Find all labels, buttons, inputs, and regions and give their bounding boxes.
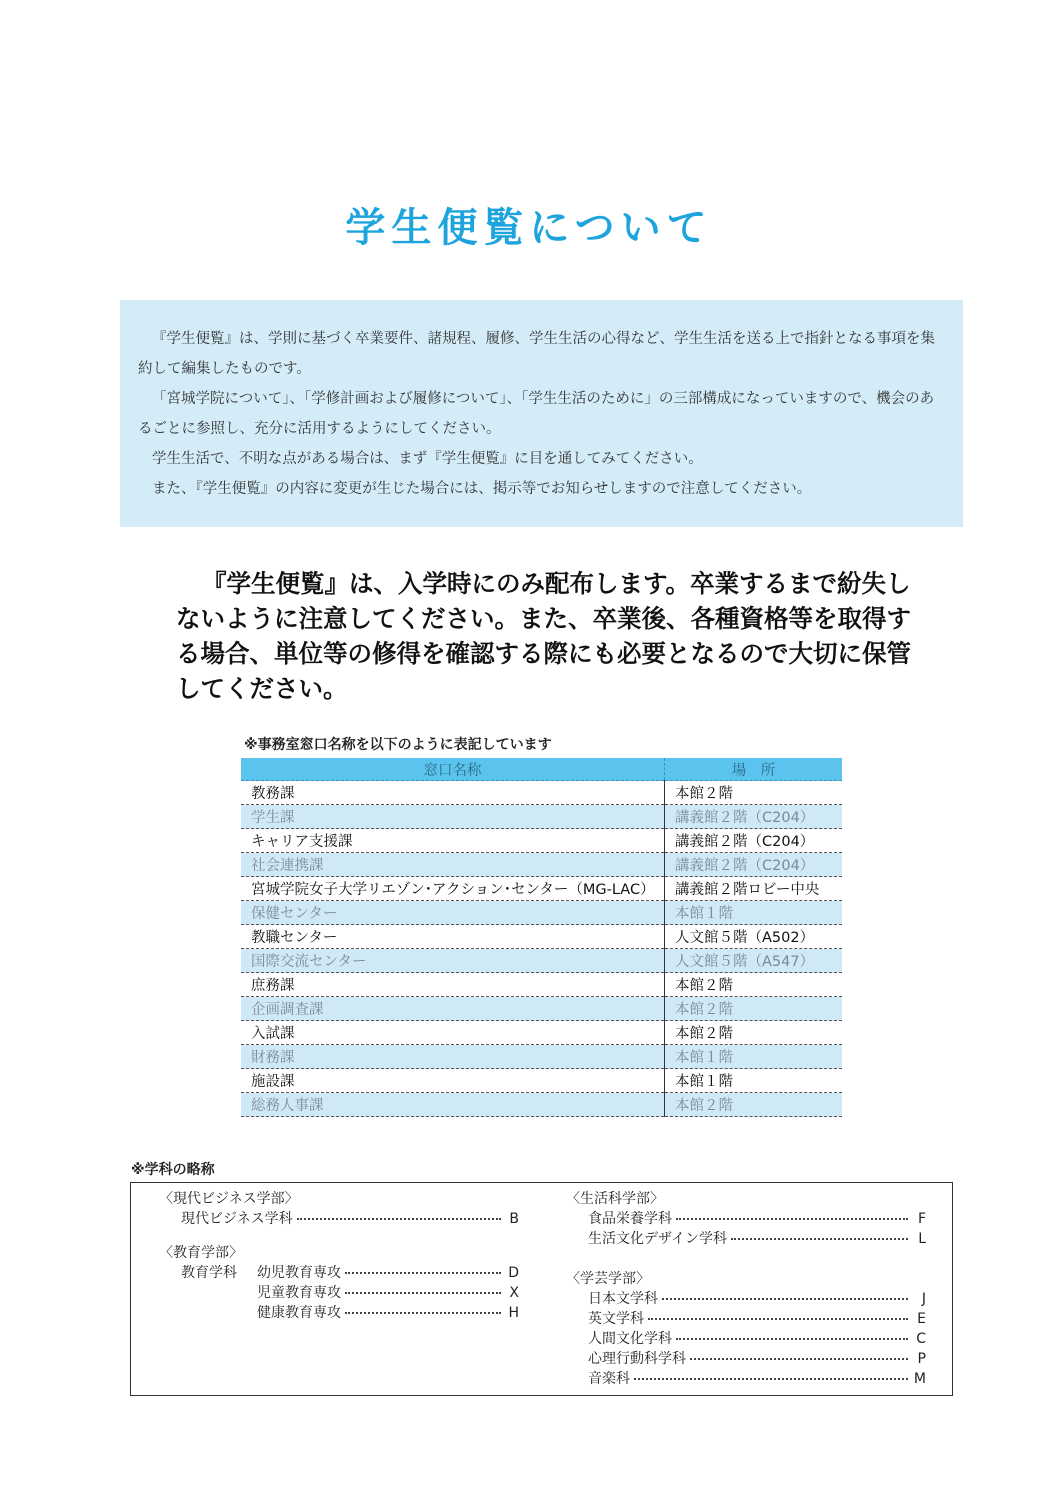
- office-name-cell: 財務課: [241, 1045, 665, 1069]
- leader-dots: [345, 1312, 501, 1314]
- table-row: [241, 997, 842, 1021]
- table-row: [241, 829, 842, 853]
- leader-dots: [662, 1298, 908, 1300]
- notice-paragraph: 『学生便覧』は、入学時にのみ配布します。卒業するまで紛失しないように注意してください。また、卒業後、各種資格等を取得する場合、単位等の修得を確認する際にも必要となるので大切に保管してください。: [176, 569, 911, 703]
- leader-dots: [345, 1272, 501, 1274]
- faculty-heading: 〈学芸学部〉: [566, 1271, 650, 1287]
- list-item: [159, 1303, 519, 1323]
- list-item: [566, 1289, 926, 1309]
- office-location-cell: 本館２階: [665, 973, 843, 997]
- department-code: D: [508, 1265, 519, 1281]
- table-row: [241, 973, 842, 997]
- departments-left-column: [159, 1189, 519, 1323]
- office-name-cell: 庶務課: [241, 973, 665, 997]
- faculty-heading: 〈生活科学部〉: [566, 1191, 664, 1207]
- table-row: [241, 925, 842, 949]
- office-location-cell: 人文館５階（A547）: [665, 949, 843, 973]
- table-row: [241, 901, 842, 925]
- leader-dots: [731, 1238, 908, 1240]
- intro-paragraph: 『学生便覧』は、学則に基づく卒業要件、諸規程、履修、学生生活の心得など、学生生活を送る上で指針となる事項を集約して編集したものです。: [138, 331, 935, 377]
- office-location-cell: 講義館２階（C204）: [665, 853, 843, 877]
- department-code: M: [913, 1371, 926, 1387]
- office-name-cell: 入試課: [241, 1021, 665, 1045]
- department-name: 食品栄養学科: [588, 1211, 672, 1227]
- department-code: F: [917, 1211, 926, 1227]
- table-row: [241, 1021, 842, 1045]
- table-row: [241, 1093, 842, 1117]
- department-name: 生活文化デザイン学科: [588, 1231, 728, 1247]
- office-name-cell: 学生課: [241, 805, 665, 829]
- list-item: [566, 1229, 926, 1249]
- office-name-cell: 社会連携課: [241, 853, 665, 877]
- intro-paragraph: 学生生活で、不明な点がある場合は、まず『学生便覧』に目を通してみてください。: [152, 451, 703, 467]
- table-header-row: [241, 758, 842, 781]
- department-name: 人間文化学科: [588, 1331, 672, 1347]
- office-location-cell: 本館２階: [665, 1093, 843, 1117]
- offices-table: [241, 758, 842, 1117]
- notice-text: [176, 566, 916, 706]
- leader-dots: [297, 1218, 501, 1220]
- office-location-cell: 講義館２階（C204）: [665, 829, 843, 853]
- faculty-heading: 〈教育学部〉: [159, 1245, 243, 1261]
- table-row: [241, 805, 842, 829]
- office-location-cell: 本館２階: [665, 781, 843, 805]
- department-name: 現代ビジネス学科: [181, 1211, 293, 1227]
- office-location-cell: 本館１階: [665, 901, 843, 925]
- page-title: 学生便覧について: [345, 205, 713, 251]
- office-name-cell: 教務課: [241, 781, 665, 805]
- office-location-cell: 本館２階: [665, 997, 843, 1021]
- list-item: [566, 1349, 926, 1369]
- table-row: [241, 877, 842, 901]
- department-name: 音楽科: [588, 1371, 630, 1387]
- office-name-cell: 教職センター: [241, 925, 665, 949]
- leader-dots: [676, 1338, 908, 1340]
- department-name: 教育学科: [181, 1265, 237, 1281]
- leader-dots: [676, 1218, 908, 1220]
- intro-box: [120, 300, 963, 527]
- office-location-cell: 講義館２階ロビー中央: [665, 877, 843, 901]
- leader-dots: [648, 1318, 908, 1320]
- department-code: E: [917, 1311, 926, 1327]
- department-code: B: [509, 1211, 519, 1227]
- office-location-cell: 本館１階: [665, 1045, 843, 1069]
- departments-box: [130, 1182, 953, 1396]
- list-item: [566, 1209, 926, 1229]
- list-item: [159, 1283, 519, 1303]
- office-location-cell: 本館１階: [665, 1069, 843, 1093]
- major-name: 児童教育専攻: [257, 1285, 341, 1301]
- office-name-cell: 保健センター: [241, 901, 665, 925]
- office-name-cell: 企画調査課: [241, 997, 665, 1021]
- office-location-cell: 人文館５階（A502）: [665, 925, 843, 949]
- major-name: 健康教育専攻: [257, 1305, 341, 1321]
- departments-note: ※学科の略称: [131, 1162, 215, 1178]
- list-item: [159, 1263, 519, 1283]
- office-name-cell: キャリア支援課: [241, 829, 665, 853]
- table-row: [241, 853, 842, 877]
- office-name-cell: 施設課: [241, 1069, 665, 1093]
- office-name-cell: 宮城学院女子大学リエゾン･アクション･センター（MG-LAC）: [241, 877, 665, 901]
- department-code: L: [918, 1231, 926, 1247]
- table-row: [241, 781, 842, 805]
- column-header-location: 場 所: [665, 758, 843, 781]
- office-name-cell: 総務人事課: [241, 1093, 665, 1117]
- list-item: [566, 1369, 926, 1389]
- offices-note: ※事務室窓口名称を以下のように表記しています: [244, 737, 552, 753]
- leader-dots: [345, 1292, 501, 1294]
- department-name: 日本文学科: [588, 1291, 658, 1307]
- table-row: [241, 949, 842, 973]
- department-name: 英文学科: [588, 1311, 644, 1327]
- departments-right-column: [566, 1189, 926, 1389]
- office-location-cell: 本館２階: [665, 1021, 843, 1045]
- department-code: J: [921, 1291, 926, 1307]
- department-code: X: [509, 1285, 519, 1301]
- department-code: P: [917, 1351, 926, 1367]
- column-header-office: 窓口名称: [241, 758, 665, 781]
- office-name-cell: 国際交流センター: [241, 949, 665, 973]
- department-name: 心理行動科学科: [588, 1351, 686, 1367]
- leader-dots: [634, 1378, 908, 1380]
- leader-dots: [690, 1358, 908, 1360]
- list-item: [566, 1309, 926, 1329]
- list-item: [566, 1329, 926, 1349]
- major-name: 幼児教育専攻: [257, 1265, 341, 1281]
- intro-paragraph: また、『学生便覧』の内容に変更が生じた場合には、掲示等でお知らせしますので注意してください。: [152, 481, 812, 497]
- department-code: H: [508, 1305, 519, 1321]
- list-item: [159, 1209, 519, 1229]
- office-location-cell: 講義館２階（C204）: [665, 805, 843, 829]
- table-row: [241, 1045, 842, 1069]
- department-code: C: [916, 1331, 926, 1347]
- table-row: [241, 1069, 842, 1093]
- faculty-heading: 〈現代ビジネス学部〉: [159, 1191, 299, 1207]
- intro-paragraph: 「宮城学院について」、「学修計画および履修について」、「学生生活のために」の三部構成になっていますので、機会のあるごとに参照し、充分に活用するようにしてください。: [138, 391, 935, 437]
